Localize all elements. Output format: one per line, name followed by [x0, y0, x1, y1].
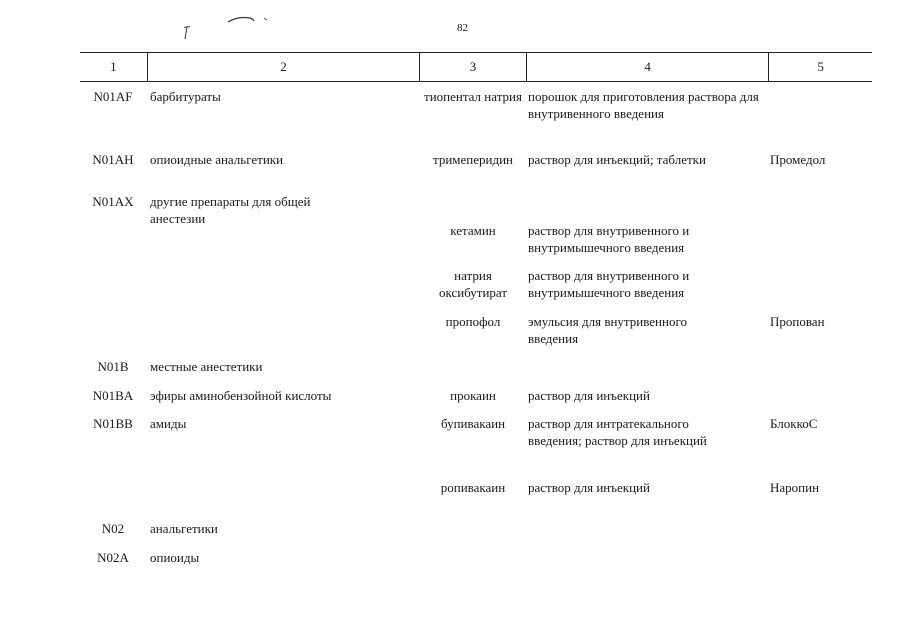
row-group: эфиры аминобензойной кислоты [150, 388, 332, 403]
row-group: опиоидные анальгетики [150, 152, 284, 167]
row-drug: тиопентал натрия [424, 89, 522, 104]
row-drug: бупивакаин [440, 416, 506, 431]
row-drug: пропофол [445, 314, 501, 329]
header-col-2: 2 [147, 53, 419, 81]
row-drug: ропивакаин [440, 480, 506, 495]
row-group: анальгетики [150, 521, 218, 536]
header-col-1: 1 [110, 59, 117, 74]
row-form: раствор для инъекций; таблетки [528, 152, 706, 167]
row-code: N01AF [93, 89, 133, 104]
table-header [80, 52, 872, 82]
page-number: 82 [457, 22, 468, 34]
row-trade: Наропин [770, 480, 820, 495]
row-code: N01AH [92, 152, 134, 167]
handwritten-mark [178, 12, 273, 42]
row-code: N01BB [93, 416, 133, 431]
row-form: раствор для внутривенного и внутримышечного введения [528, 223, 690, 255]
row-drug: прокаин [450, 388, 496, 403]
row-group: амиды [150, 416, 187, 431]
row-form: эмульсия для внутривенного введения [528, 314, 687, 346]
row-form: раствор для инъекций [528, 480, 650, 495]
row-code: N01B [97, 359, 129, 374]
row-form: раствор для инъекций [528, 388, 650, 403]
row-group: барбитураты [150, 89, 221, 104]
row-code: N02 [101, 521, 125, 536]
row-code: N02A [97, 550, 129, 565]
row-code: N01AX [92, 194, 134, 209]
row-form: раствор для интратекального введения; раствор для инъекций [528, 416, 707, 448]
row-group: опиоиды [150, 550, 200, 565]
row-drug: кетамин [450, 223, 496, 238]
row-trade: БлоккоС [770, 416, 818, 431]
row-trade: Промедол [770, 152, 826, 167]
row-drug: тримеперидин [432, 152, 513, 167]
row-group: другие препараты для общей анестезии [150, 194, 311, 226]
row-drug: натрия оксибутират [438, 268, 508, 300]
row-form: раствор для внутривенного и внутримышечного введения [528, 268, 690, 300]
header-col-4: 4 [526, 53, 768, 81]
header-col-3: 3 [419, 53, 526, 81]
header-col-5: 5 [768, 53, 872, 81]
row-form: порошок для приготовления раствора для внутривенного введения [528, 89, 759, 121]
row-group: местные анестетики [150, 359, 263, 374]
row-code: N01BA [92, 388, 134, 403]
row-trade: Пропован [770, 314, 825, 329]
